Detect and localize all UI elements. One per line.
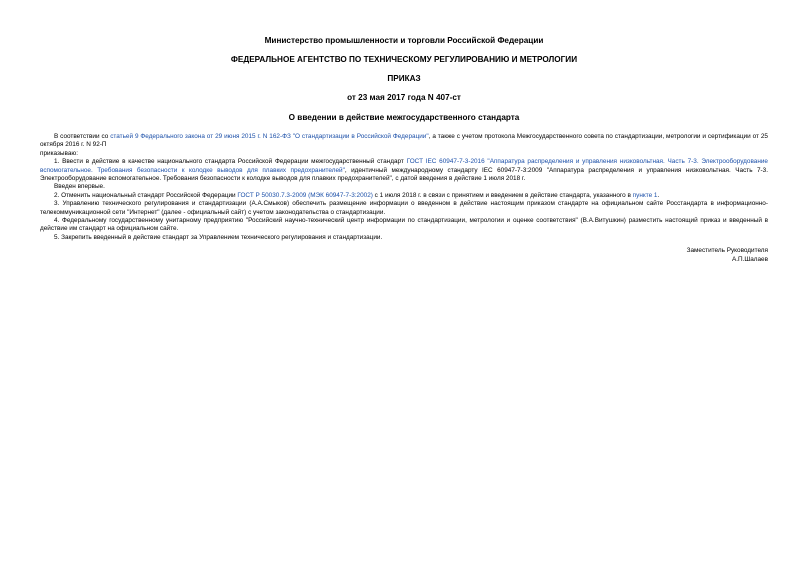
document-body (40, 133, 768, 242)
doc-subject: О введении в действие межгосударственного стандарта (288, 113, 520, 122)
order-word: приказываю: (40, 149, 78, 157)
item-3-paragraph: 3. Управлению технического регулирования и стандартизации (А.А.Смыков) обеспечить размещение информации о введенном в действие настоящим приказом стандарте на официальном сайте Росстандарта в информационно-телекоммуникационной сети "Интернет" (далее - официальный сайт) с учетом законодательства о стандартизации. (40, 200, 768, 216)
preamble-text-2: , а также с учетом протокола Межгосударственного совета по стандартизации, метрологии и сертификации от 25 октября 2016 г. N 92-П (40, 133, 768, 149)
agency-title: ФЕДЕРАЛЬНОЕ АГЕНТСТВО ПО ТЕХНИЧЕСКОМУ РЕГУЛИРОВАНИЮ И МЕТРОЛОГИИ (230, 55, 578, 64)
signature-position: Заместитель Руководителя (686, 247, 768, 255)
item-2-text-3: . (657, 191, 660, 199)
item-1-reference-link[interactable]: пункте 1 (632, 191, 658, 199)
gost-iec-link[interactable]: ГОСТ IEC 60947-7-3-2016 "Аппаратура распределения и управления низковольтная. Часть 7-3. Электрооборудование вспомогательное. Требования безопасности к колодке выводов для плавких предохранителей" (40, 158, 768, 174)
doc-date-number: от 23 мая 2017 года N 407-ст (347, 93, 461, 102)
federal-law-link[interactable]: статьей 9 Федерального закона от 29 июня 2015 г. N 162-ФЗ "О стандартизации в Российской Федерации" (110, 133, 429, 140)
item-1-text-1: 1. Ввести в действие в качестве национального стандарта Российской Федерации межгосударственный стандарт (54, 158, 407, 166)
item-2-text-2: с 1 июля 2018 г. в связи с принятием и введением в действие стандарта, указанного в (372, 191, 633, 199)
gost-r-link[interactable]: ГОСТ Р 50030.7.3-2009 (МЭК 60947-7-3:2002) (237, 191, 373, 199)
signature-name: А.П.Шалаев (731, 256, 768, 264)
item-1-paragraph (40, 158, 768, 183)
doc-type-title: ПРИКАЗ (387, 74, 421, 83)
item-2-paragraph (40, 192, 768, 200)
first-time-note: Введен впервые. (54, 183, 105, 191)
document-page (40, 36, 768, 264)
item-4-paragraph: 4. Федеральному государственному унитарному предприятию "Российский научно-технический центр информации по стандартизации, метрологии и оценке соответствия" (В.А.Витушкин) разместить настоящий приказ и введенный в действие им стандарт на официальном сайте. (40, 217, 768, 233)
item-2-text-1: 2. Отменить национальный стандарт Российской Федерации (54, 191, 238, 199)
preamble-paragraph (40, 133, 768, 150)
preamble-text-1: В соответствии со (54, 133, 111, 140)
signature-block (40, 246, 768, 264)
item-5-paragraph: 5. Закрепить введенный в действие стандарт за Управлением технического регулирования и стандартизации. (54, 233, 383, 241)
item-1-text-2: , идентичный международному стандарту IEC 60947-7-3:2009 "Аппаратура распределения и управления низковольтная. Часть 7-3. Электрооборудование вспомогательное. Требования безопасности к колодке выводов для плавких предохранителей", с датой введения в действие 1 июля 2018 г. (40, 166, 768, 183)
ministry-title: Министерство промышленности и торговли Российской Федерации (264, 36, 544, 45)
